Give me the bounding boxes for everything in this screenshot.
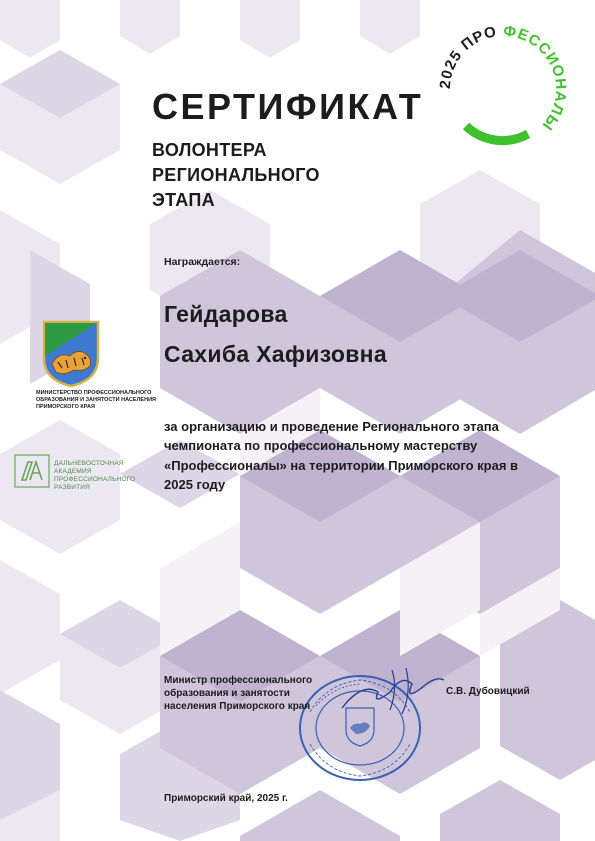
recipient-given-names: Сахиба Хафизовна	[164, 341, 387, 367]
recipient-name	[164, 294, 387, 374]
ministry-name-line: МИНИСТЕРСТВО ПРОФЕССИОНАЛЬНОГО	[36, 390, 152, 396]
ministry-name-line: ПРИМОРСКОГО КРАЯ	[36, 404, 95, 410]
subtitle-line: ЭТАПА	[152, 190, 215, 210]
academy-name-line: АКАДЕМИЯ	[54, 468, 92, 475]
signatory-name: С.В. Дубовицкий	[446, 686, 530, 697]
certificate-title: СЕРТИФИКАТ	[152, 86, 424, 127]
logo-text-dark: ПРО	[458, 23, 499, 54]
recipient-surname: Гейдарова	[164, 301, 288, 327]
academy-name-line: РАЗВИТИЯ	[54, 484, 91, 491]
dpa-logo-icon	[14, 454, 50, 488]
signatory-title-line: населения Приморского края	[164, 701, 311, 712]
subtitle-line: ВОЛОНТЕРА	[152, 140, 267, 160]
ministry-name-line: ОБРАЗОВАНИЯ И ЗАНЯТОСТИ НАСЕЛЕНИЯ	[36, 397, 156, 403]
academy-name-line: ДАЛЬНЕВОСТОЧНАЯ	[54, 460, 124, 467]
subtitle-line: РЕГИОНАЛЬНОГО	[152, 165, 320, 185]
signatory-title	[164, 674, 312, 713]
primorsky-coat-of-arms-icon	[40, 318, 102, 388]
svg-text:2025 ПРО	[437, 23, 569, 134]
minister-signature	[332, 662, 452, 722]
academy-name-line: ПРОФЕССИОНАЛЬНОГО	[54, 476, 136, 483]
ministry-name	[36, 390, 156, 411]
professionaly-2025-logo	[428, 14, 578, 164]
place-and-date: Приморский край, 2025 г.	[164, 793, 288, 804]
signatory-title-line: образования и занятости	[164, 688, 290, 699]
signatory-title-line: Министр профессионального	[164, 675, 313, 686]
academy-name	[54, 460, 135, 492]
awarded-label: Награждается:	[164, 256, 241, 268]
logo-year: 2025	[436, 46, 466, 90]
certificate-subtitle	[152, 138, 320, 213]
award-reason: за организацию и проведение Регионального этапа чемпионата по профессиональному мастерству «Профессионалы» на территории Приморского края в 2025 году	[164, 419, 519, 492]
logo-text-green: ФЕССИОНАЛЫ	[502, 22, 570, 134]
